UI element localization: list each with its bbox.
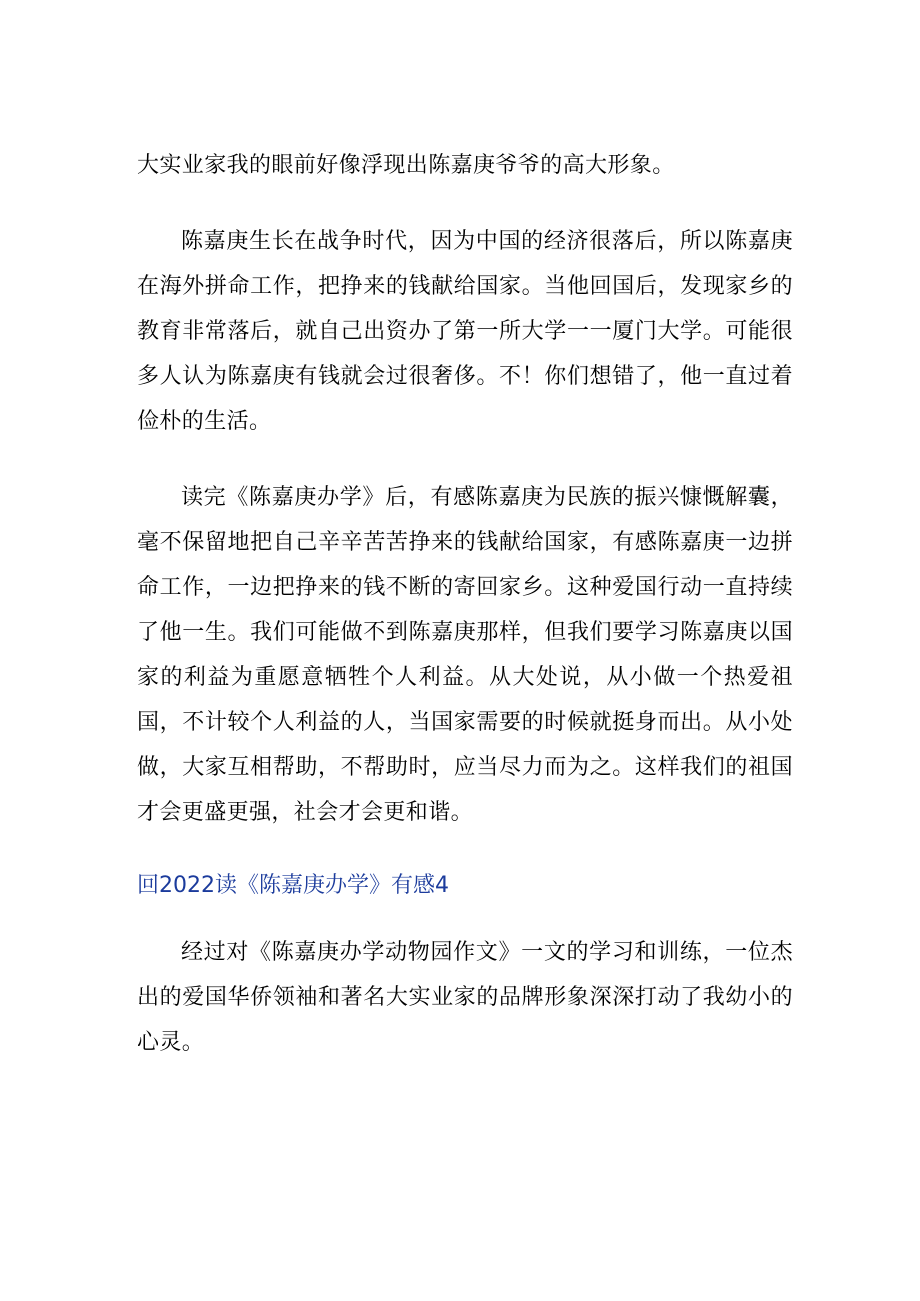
paragraph-chen-jiageng-life: 陈嘉庚生长在战争时代，因为中国的经济很落后，所以陈嘉庚在海外拼命工作，把挣来的钱献给国家。当他回国后，发现家乡的教育非常落后，就自己出资办了第一所大学一一厦门大学。可能很多人认为陈嘉庚有钱就会过很奢侈。不！你们想错了，他一直过着俭朴的生活。 [137,229,793,434]
paragraph-reflection: 读完《陈嘉庚办学》后，有感陈嘉庚为民族的振兴慷慨解囊，毫不保留地把自己辛辛苦苦挣来的钱献给国家，有感陈嘉庚一边拼命工作，一边把挣来的钱不断的寄回家乡。这种爱国行动一直持续了他一生。我们可能做不到陈嘉庚那样，但我们要学习陈嘉庚以国家的利益为重愿意牺牲个人利益。从大处说，从小做一个热爱祖国，不计较个人利益的人，当国家需要的时候就挺身而出。从小处做，大家互相帮助，不帮助时，应当尽力而为之。这样我们的祖国才会更盛更强，社会才会更和谐。 [137,485,793,825]
paragraph-final: 经过对《陈嘉庚办学动物园作文》一文的学习和训练，一位杰出的爱国华侨领袖和著名大实业家的品牌形象深深打动了我幼小的心灵。 [137,940,793,1055]
paragraph-continuation: 大实业家我的眼前好像浮现出陈嘉庚爷爷的高大形象。 [137,153,675,178]
heading-prefix: 回 [137,873,160,898]
document-body [137,143,793,1096]
heading-title: 2022读《陈嘉庚办学》有感4 [159,873,450,898]
section-heading [137,866,793,906]
